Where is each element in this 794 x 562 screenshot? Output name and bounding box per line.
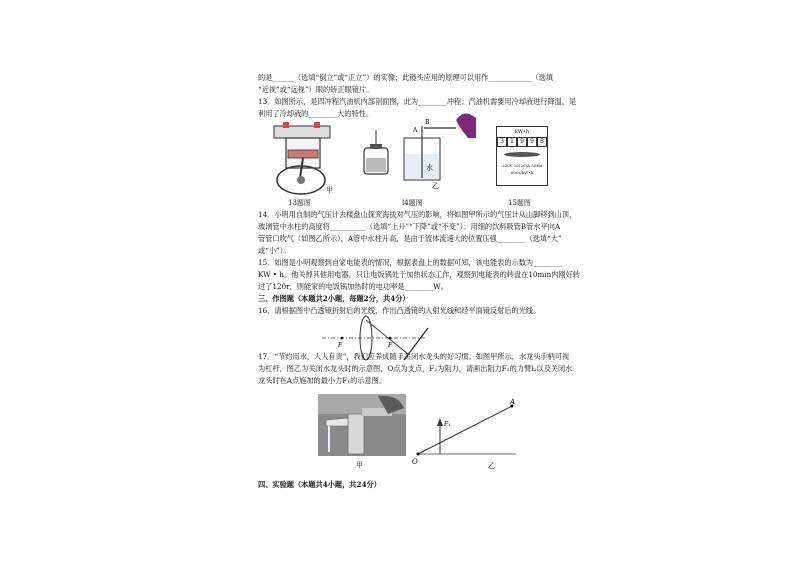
question-16: 16．请根据图中凸透镜折射后的光线，作出凸透镜的入射光线和经平面镜反射后的光线。 (258, 306, 541, 315)
faucet-photo (318, 394, 406, 456)
focal-point-right: F (388, 342, 393, 349)
fig17-yi-label: 乙 (488, 462, 495, 470)
meter-digit: 1 (507, 137, 517, 147)
meter-spec: 600r/kW•h (510, 170, 534, 175)
meter-display (497, 137, 547, 147)
water-label: 水 (426, 164, 433, 172)
focal-point-left: F (338, 342, 343, 349)
text-line: “近视”或“远视”）眼的矫正眼镜片。 (258, 85, 374, 94)
text-line: 的是______（选填“倒立”或“正立”）的实像；此镜头应用的原理可以用作____________（选填 (258, 73, 554, 82)
section-heading: 三、作图题（本题共2小题，每题2分，共4分） (258, 294, 410, 303)
figure-caption: 13题图 (288, 199, 311, 207)
question-14: 14．小明用自制的气压计去楼盘山探究海拔对气压的影响，将如图甲所示的气压计从山脚移到山顶， (258, 210, 577, 219)
lever-diagram (408, 396, 524, 470)
meter-digit: 9 (527, 137, 537, 147)
meter-digit: 3 (497, 137, 507, 147)
meter-digit: 8 (537, 137, 547, 147)
lever-point-a: A (510, 398, 516, 406)
text-line: KW • h。他关掉其他用电器，只让电饭锅处于加热状态工作，观察到电能表的转盘在10min内刚好转 (258, 270, 580, 279)
section-heading: 四、实验题（本题共4小题，共24分） (258, 480, 381, 489)
text-line: 玻璃管中水柱的高度将__________（选填“上升”“下降”或“不变”）；用细的饮料吸管B管水平向A (258, 222, 561, 231)
question-15: 15．如图是小明观察到自家电能表的情况，根据表盘上的数据可知，该电能表的示数为________ (258, 258, 562, 267)
question-17: 17．“节约用水，人人有责”，我们应养成随手关闭水龙头的好习惯。如图甲所示，水龙头手柄可视 (258, 352, 570, 361)
meter-spec: 220V 10(20)A 50Hz (502, 163, 542, 168)
barometer-figure (358, 130, 394, 176)
engine-figure (268, 122, 338, 198)
text-line: 管管口吹气（如图乙所示），A管中水柱升高，是由于流体流速大的位置压强________（选填“大” (258, 234, 562, 243)
lever-point-o: O (412, 458, 418, 466)
fig14-yi-label: 乙 (432, 182, 439, 190)
meter-digit: 9 (517, 137, 527, 147)
fig17-jia-label: 甲 (356, 461, 363, 469)
electricity-meter (496, 126, 548, 186)
beaker-figure (398, 110, 478, 200)
text-line: 为杠杆，图乙为关闭水龙头时的示意图，O点为支点，F₂为阻力，请画出阻力F₂的力臂l₂以及关闭水 (258, 364, 573, 373)
text-line: 过了120r，则能家的电饭锅加热时的电功率是________W。 (258, 282, 448, 291)
tube-a-label: A (413, 127, 418, 134)
fig13-jia-label: 甲 (326, 186, 333, 194)
question-13: 13．如图所示，是四冲程汽油机内部剖面图，此为________冲程；汽油机需要用冷却液进行降温，是 (258, 97, 577, 106)
meter-unit: kW•h (514, 129, 530, 135)
lever-f1-label: F₁ (444, 421, 451, 428)
meter-disk (504, 152, 540, 157)
tube-b-label: B (425, 119, 430, 126)
figure-caption: l4题图 (402, 199, 423, 207)
text-line: 龙头时在A点施加的最小力F₁的示意图。 (258, 376, 387, 385)
text-line: 利用了冷却液的________大的特性。 (258, 109, 374, 118)
text-line: 或“小”）。 (258, 246, 291, 255)
figure-caption: 15题图 (508, 199, 531, 207)
